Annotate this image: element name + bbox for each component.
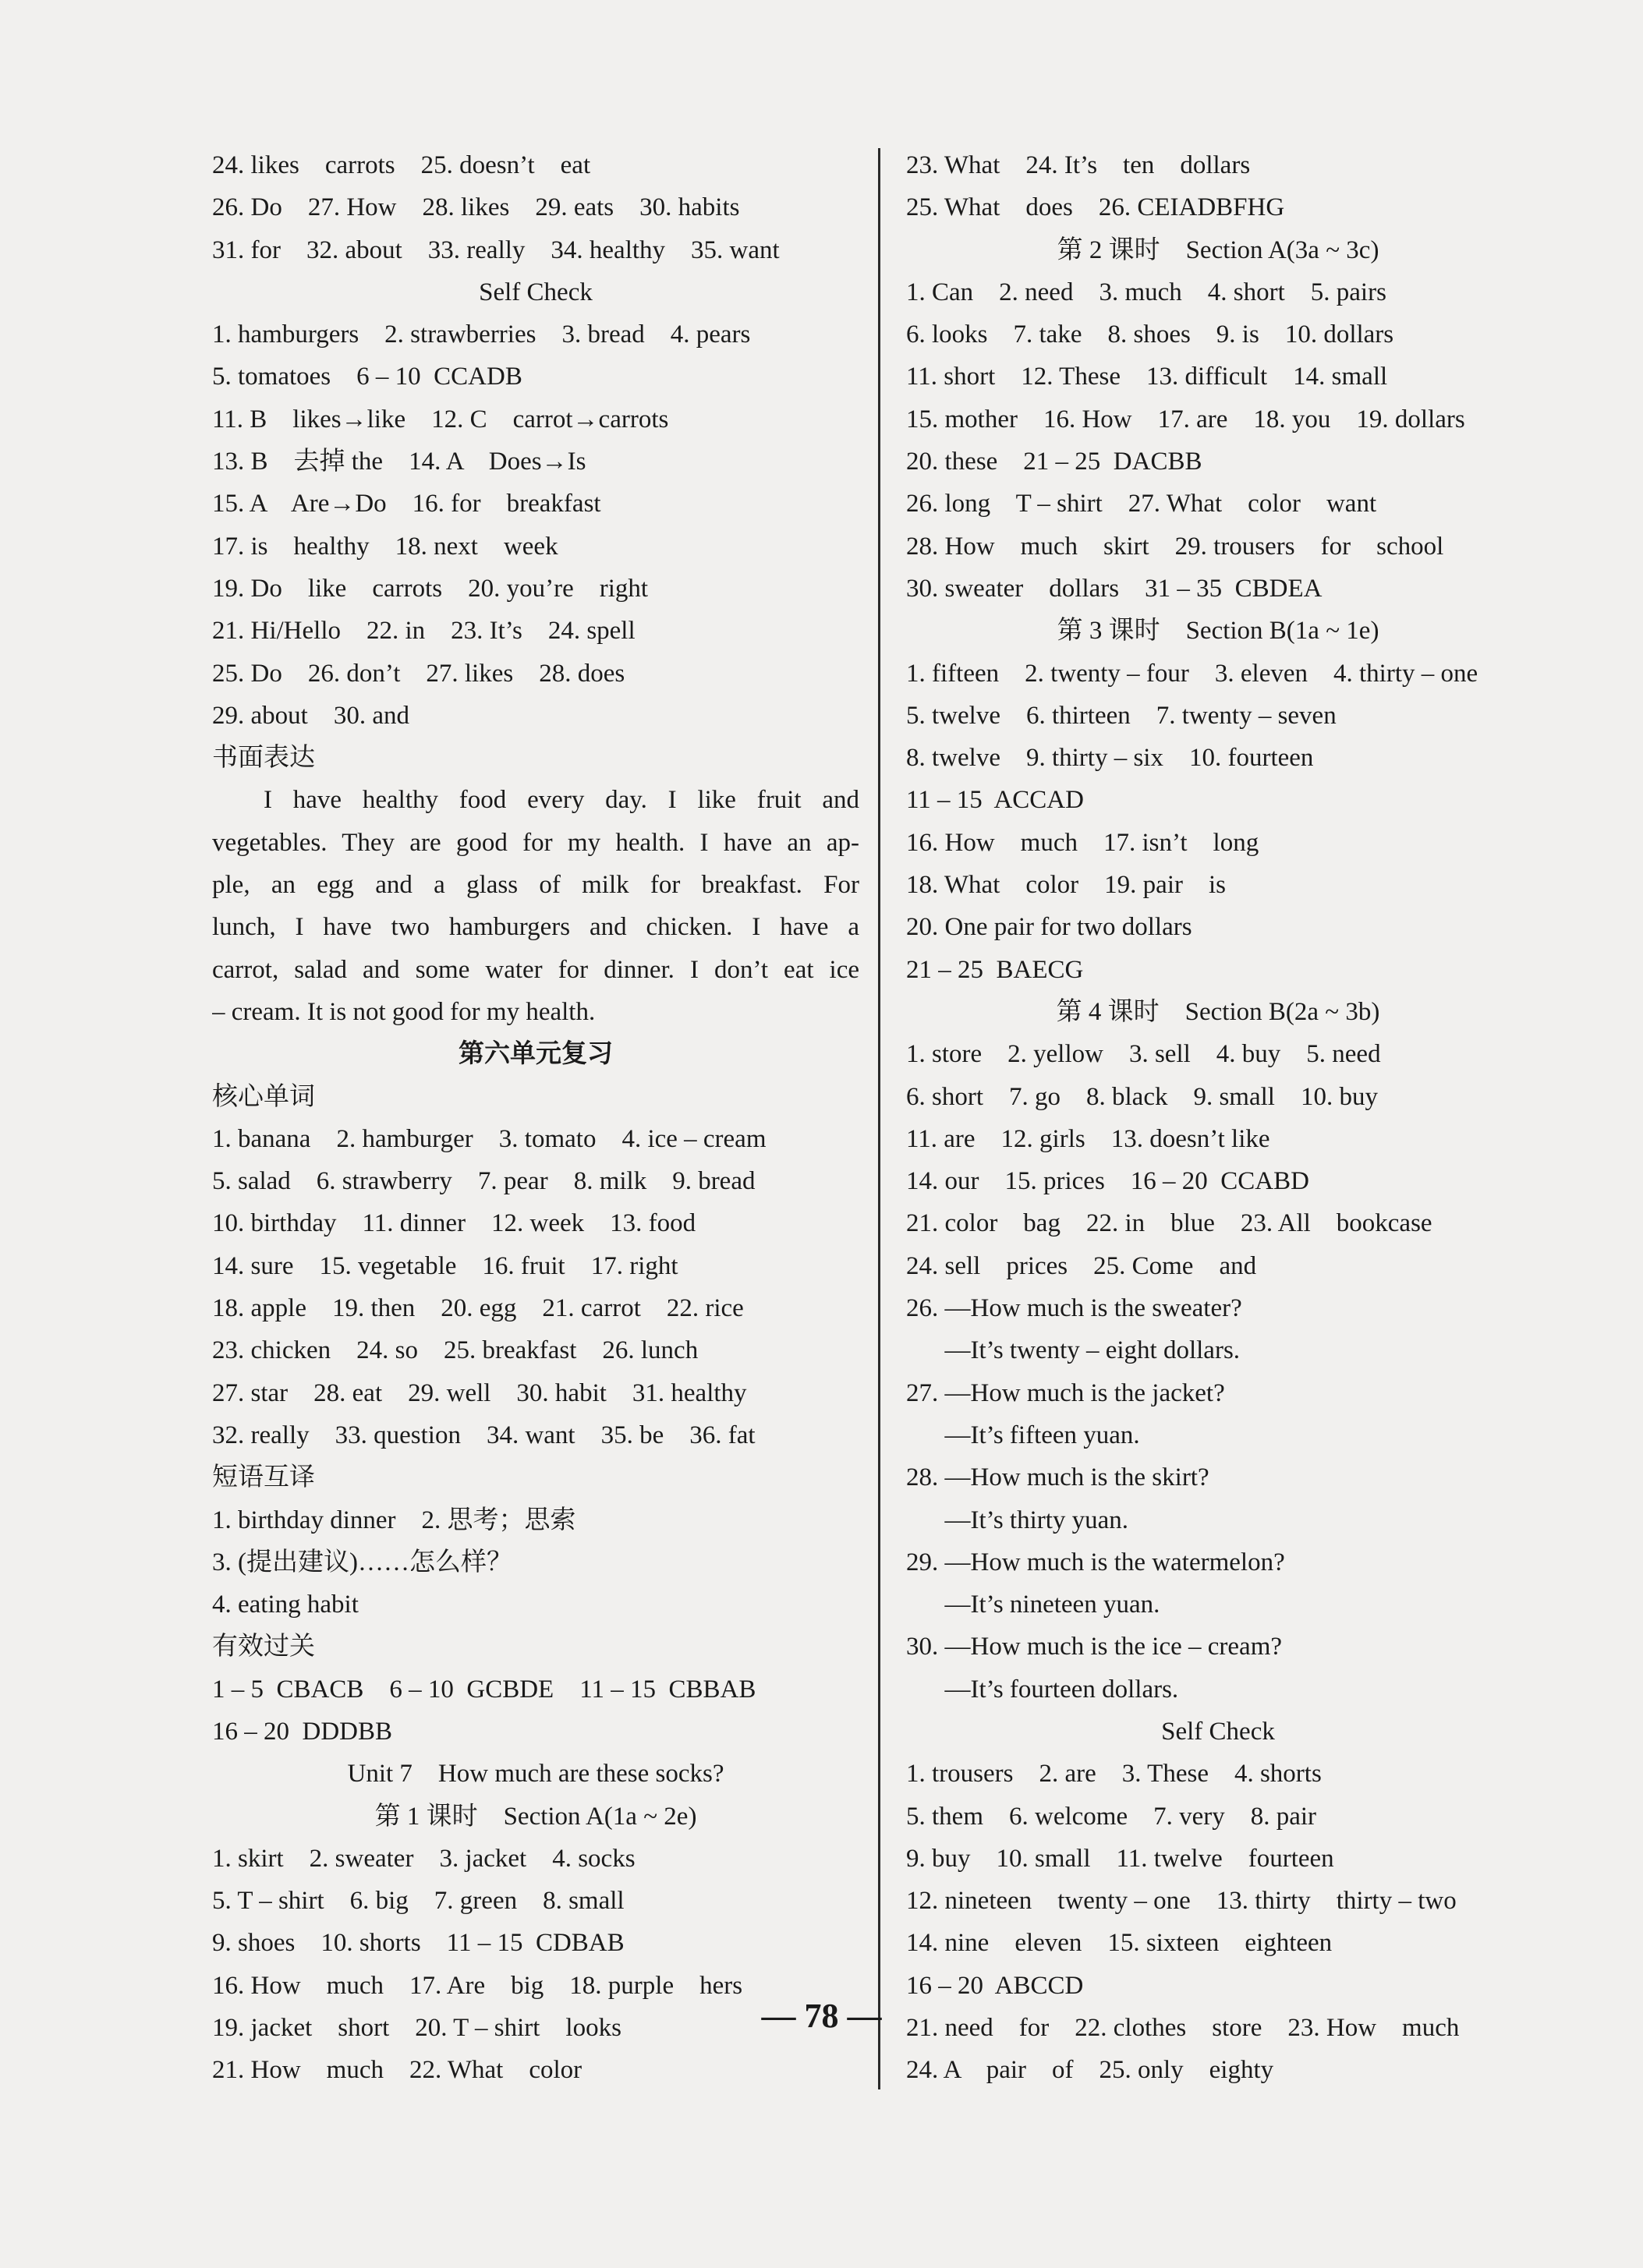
- answer-line: 11. short 12. These 13. difficult 14. small: [906, 363, 1388, 391]
- answer-line: 1. fifteen 2. twenty – four 3. eleven 4. thirty – one: [906, 659, 1478, 688]
- answer-line: 19. jacket short 20. T – shirt looks: [212, 2014, 621, 2043]
- answer-line: —It’s fourteen dollars.: [906, 1675, 1179, 1704]
- answer-line: —It’s nineteen yuan.: [906, 1590, 1160, 1619]
- answer-line: 25. Do 26. don’t 27. likes 28. does: [212, 659, 625, 688]
- answer-line: lunch, I have two hamburgers and chicken. I have a: [212, 913, 859, 942]
- answer-line: 4. eating habit: [212, 1590, 359, 1619]
- answer-line: 26. long T – shirt 27. What color want: [906, 490, 1377, 518]
- answer-line: 15. A Are→Do 16. for breakfast: [212, 490, 601, 518]
- answer-line: 21. need for 22. clothes store 23. How much: [906, 2014, 1460, 2043]
- answer-line: 20. One pair for two dollars: [906, 913, 1192, 942]
- answer-line: 23. chicken 24. so 25. breakfast 26. lunch: [212, 1336, 699, 1365]
- answer-line: 11. B likes→like 12. C carrot→carrots: [212, 405, 669, 433]
- answer-line: 3. (提出建议)……怎么样？: [212, 1548, 512, 1576]
- answer-line: 21. Hi/Hello 22. in 23. It’s 24. spell: [212, 617, 636, 646]
- answer-line: 32. really 33. question 34. want 35. be 36. fat: [212, 1421, 756, 1449]
- answer-line: Self Check: [1161, 1717, 1275, 1746]
- answer-line: 21 – 25 BAECG: [906, 955, 1084, 984]
- answer-line: 28. —How much is the skirt?: [906, 1463, 1209, 1492]
- answer-line: 15. mother 16. How 17. are 18. you 19. dollars: [906, 405, 1465, 433]
- answer-line: 6. short 7. go 8. black 9. small 10. buy: [906, 1082, 1378, 1111]
- answer-line: – cream. It is not good for my health.: [212, 997, 596, 1026]
- answer-line: 26. Do 27. How 28. likes 29. eats 30. habits: [212, 193, 740, 222]
- answer-line: 23. What 24. It’s ten dollars: [906, 151, 1251, 179]
- answer-line: 13. B 去掉 the 14. A Does→Is: [212, 448, 586, 476]
- page-number: — 78 —: [761, 1997, 882, 2035]
- answer-line: carrot, salad and some water for dinner. I don’t eat ice: [212, 955, 859, 984]
- answer-line: I have healthy food every day. I like fruit and: [264, 786, 859, 815]
- answer-line: 8. twelve 9. thirty – six 10. fourteen: [906, 744, 1314, 773]
- answer-line: Unit 7 How much are these socks?: [347, 1760, 724, 1789]
- answer-line: 9. buy 10. small 11. twelve fourteen: [906, 1844, 1334, 1873]
- answer-line: 14. sure 15. vegetable 16. fruit 17. right: [212, 1251, 678, 1280]
- answer-line: 第 1 课时 Section A(1a ~ 2e): [374, 1802, 697, 1831]
- answer-line: 第六单元复习: [459, 1040, 613, 1069]
- answer-line: 核心单词: [212, 1082, 315, 1111]
- answer-line: 11. are 12. girls 13. doesn’t like: [906, 1124, 1270, 1153]
- answer-line: 书面表达: [212, 744, 315, 773]
- answer-line: 29. —How much is the watermelon?: [906, 1548, 1285, 1576]
- answer-line: 第 4 课时 Section B(2a ~ 3b): [1056, 997, 1380, 1026]
- answer-line: 16. How much 17. isn’t long: [906, 828, 1259, 857]
- answer-line: 30. sweater dollars 31 – 35 CBDEA: [906, 574, 1323, 603]
- answer-line: 27. —How much is the jacket?: [906, 1378, 1225, 1407]
- right-column: [906, 144, 1530, 2092]
- answer-line: 18. apple 19. then 20. egg 21. carrot 22. rice: [212, 1294, 744, 1323]
- answer-line: 18. What color 19. pair is: [906, 871, 1226, 900]
- answer-line: 短语互译: [212, 1463, 315, 1492]
- answer-line: 24. sell prices 25. Come and: [906, 1251, 1257, 1280]
- answer-line: 21. How much 22. What color: [212, 2056, 582, 2085]
- answer-line: 24. likes carrots 25. doesn’t eat: [212, 151, 591, 179]
- answer-line: 16 – 20 DDDBB: [212, 1717, 393, 1746]
- answer-line: 24. A pair of 25. only eighty: [906, 2056, 1274, 2085]
- answer-line: 27. star 28. eat 29. well 30. habit 31. healthy: [212, 1378, 747, 1407]
- answer-line: 5. salad 6. strawberry 7. pear 8. milk 9. bread: [212, 1167, 756, 1196]
- column-divider: [878, 148, 880, 2089]
- answer-line: 1. store 2. yellow 3. sell 4. buy 5. need: [906, 1040, 1381, 1069]
- answer-line: 6. looks 7. take 8. shoes 9. is 10. dollars: [906, 320, 1394, 349]
- answer-line: —It’s twenty – eight dollars.: [906, 1336, 1241, 1365]
- answer-line: 25. What does 26. CEIADBFHG: [906, 193, 1285, 222]
- answer-line: 31. for 32. about 33. really 34. healthy 35. want: [212, 235, 780, 264]
- answer-line: 16 – 20 ABCCD: [906, 1971, 1084, 2000]
- answer-line: 1. Can 2. need 3. much 4. short 5. pairs: [906, 278, 1386, 306]
- answer-line: 5. tomatoes 6 – 10 CCADB: [212, 363, 522, 391]
- answer-line: 29. about 30. and: [212, 701, 409, 730]
- answer-line: Self Check: [479, 278, 593, 306]
- answer-line: 1 – 5 CBACB 6 – 10 GCBDE 11 – 15 CBBAB: [212, 1675, 756, 1704]
- answer-line: 12. nineteen twenty – one 13. thirty thirty – two: [906, 1887, 1457, 1916]
- answer-line: 14. our 15. prices 16 – 20 CCABD: [906, 1167, 1309, 1196]
- answer-line: 1. trousers 2. are 3. These 4. shorts: [906, 1760, 1322, 1789]
- answer-line: vegetables. They are good for my health. I have an ap-: [212, 828, 859, 857]
- left-column: [212, 144, 859, 2092]
- answer-line: 1. skirt 2. sweater 3. jacket 4. socks: [212, 1844, 636, 1873]
- answer-line: 第 2 课时 Section A(3a ~ 3c): [1057, 235, 1379, 264]
- answer-line: 16. How much 17. Are big 18. purple hers: [212, 1971, 743, 2000]
- answer-line: 19. Do like carrots 20. you’re right: [212, 574, 649, 603]
- answer-line: 第 3 课时 Section B(1a ~ 1e): [1057, 617, 1379, 646]
- answer-line: 21. color bag 22. in blue 23. All bookcase: [906, 1209, 1432, 1238]
- answer-line: 5. them 6. welcome 7. very 8. pair: [906, 1802, 1317, 1831]
- answer-line: 17. is healthy 18. next week: [212, 532, 558, 561]
- answer-line: ple, an egg and a glass of milk for breakfast. For: [212, 871, 859, 900]
- answer-line: 有效过关: [212, 1633, 315, 1661]
- answer-line: 14. nine eleven 15. sixteen eighteen: [906, 1929, 1333, 1958]
- answer-line: 30. —How much is the ice – cream?: [906, 1633, 1283, 1661]
- answer-line: 9. shoes 10. shorts 11 – 15 CDBAB: [212, 1929, 625, 1958]
- answer-line: 11 – 15 ACCAD: [906, 786, 1084, 815]
- answer-line: 5. twelve 6. thirteen 7. twenty – seven: [906, 701, 1337, 730]
- answer-line: 5. T – shirt 6. big 7. green 8. small: [212, 1887, 625, 1916]
- answer-line: 20. these 21 – 25 DACBB: [906, 448, 1202, 476]
- answer-line: —It’s fifteen yuan.: [906, 1421, 1140, 1449]
- answer-line: 26. —How much is the sweater?: [906, 1294, 1242, 1323]
- answer-line: 1. birthday dinner 2. 思考；思索: [212, 1506, 576, 1534]
- answer-line: 28. How much skirt 29. trousers for school: [906, 532, 1444, 561]
- answer-line: 1. banana 2. hamburger 3. tomato 4. ice – cream: [212, 1124, 767, 1153]
- answer-line: —It’s thirty yuan.: [906, 1506, 1129, 1534]
- answer-line: 10. birthday 11. dinner 12. week 13. food: [212, 1209, 696, 1238]
- answer-line: 1. hamburgers 2. strawberries 3. bread 4. pears: [212, 320, 751, 349]
